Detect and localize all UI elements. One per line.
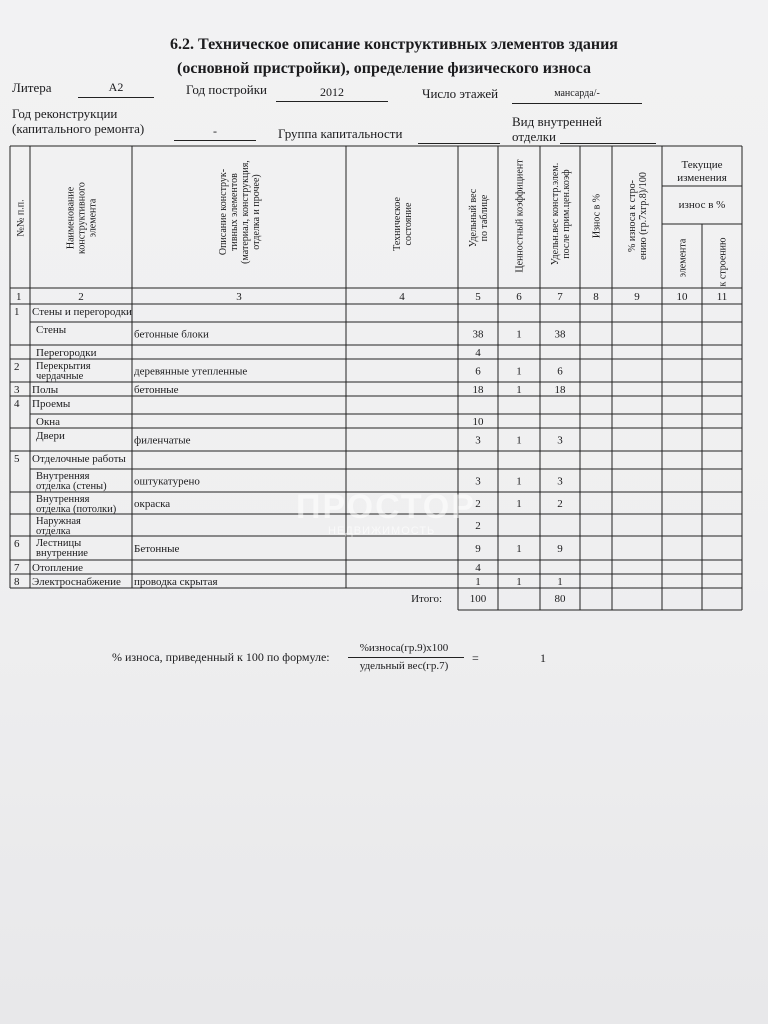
row-number: 1 bbox=[14, 306, 20, 318]
row-weight: 4 bbox=[475, 562, 481, 574]
header-col-1: №№ п.п. bbox=[15, 199, 27, 237]
row-adjusted-weight: 1 bbox=[557, 576, 563, 588]
header-col-6: Ценностный коэффициент bbox=[514, 159, 526, 273]
row-element-name: Наружная bbox=[36, 516, 81, 527]
litera-value: А2 bbox=[108, 80, 124, 94]
finish-type-label-1: Вид внутренней bbox=[512, 114, 602, 129]
header-col-3: Описание конструк- bbox=[218, 168, 229, 256]
column-number-6: 6 bbox=[516, 291, 522, 303]
row-adjusted-weight: 6 bbox=[557, 365, 563, 378]
header-col-2: элемента bbox=[87, 198, 99, 238]
finish-type-label-2: отделки bbox=[512, 129, 556, 144]
row-adjusted-weight: 3 bbox=[557, 475, 563, 488]
row-adjusted-weight: 9 bbox=[557, 543, 563, 555]
row-element-name: Электроснабжение bbox=[32, 576, 121, 588]
document-title-line-2: (основной пристройки), определение физического износа bbox=[177, 60, 591, 77]
row-element-name: Перекрытия bbox=[36, 361, 91, 372]
total-label: Итого: bbox=[411, 593, 442, 605]
year-built-value: 2012 bbox=[320, 85, 344, 99]
header-col-9: % износа к стро- bbox=[627, 180, 638, 252]
row-element-name: Полы bbox=[32, 384, 59, 396]
row-number: 4 bbox=[14, 398, 20, 410]
litera-label: Литера bbox=[12, 80, 52, 95]
header-col-10: элемента bbox=[677, 238, 689, 278]
column-number-10: 10 bbox=[676, 291, 688, 303]
row-element-name: чердачные bbox=[36, 371, 84, 382]
row-value-coef: 1 bbox=[516, 328, 522, 341]
header-current-changes-1: Текущие bbox=[681, 159, 723, 171]
row-element-name: Отопление bbox=[32, 562, 84, 574]
header-current-changes-2: изменения bbox=[677, 172, 727, 184]
row-description: бетонные bbox=[134, 384, 179, 396]
header-col-11: к строению bbox=[717, 237, 729, 287]
column-number-5: 5 bbox=[475, 291, 481, 303]
row-description: Бетонные bbox=[134, 543, 180, 555]
column-number-7: 7 bbox=[557, 291, 563, 303]
header-col-2: Наименование bbox=[65, 186, 77, 250]
header-col-7: после прим.цен.коэф bbox=[561, 169, 572, 259]
reconstruction-label-1: Год реконструкции bbox=[12, 106, 118, 121]
header-wear-percent: износ в % bbox=[678, 199, 726, 211]
row-weight: 18 bbox=[472, 384, 484, 396]
formula-label: % износа, приведенный к 100 по формуле: bbox=[112, 650, 330, 664]
column-number-4: 4 bbox=[399, 291, 405, 303]
row-value-coef: 1 bbox=[516, 543, 522, 555]
row-number: 6 bbox=[14, 538, 20, 550]
header-col-2: конструктивного bbox=[76, 182, 88, 254]
watermark-brand: ПРОСТОР bbox=[296, 488, 476, 526]
document-title-line-1: 6.2. Техническое описание конструктивных элементов здания bbox=[170, 36, 618, 53]
formula-equals: = bbox=[472, 651, 479, 665]
formula-numerator: %износа(гр.9)х100 bbox=[359, 642, 449, 654]
row-weight: 38 bbox=[472, 328, 484, 341]
row-element-name: Стены bbox=[36, 324, 67, 336]
header-col-4: Техническое bbox=[392, 197, 403, 251]
row-element-name: отделка (потолки) bbox=[36, 504, 117, 515]
row-element-name: отделка (стены) bbox=[36, 481, 107, 492]
header-col-5: Удельный вес bbox=[468, 188, 479, 248]
row-number: 5 bbox=[14, 453, 20, 465]
row-value-coef: 1 bbox=[516, 475, 522, 488]
row-adjusted-weight: 2 bbox=[557, 498, 563, 510]
row-element-name: Отделочные работы bbox=[32, 453, 126, 465]
column-number-8: 8 bbox=[593, 291, 599, 303]
row-element-name: отделка bbox=[36, 526, 71, 537]
header-col-3: тивных элементов bbox=[229, 173, 240, 251]
header-col-8: Износ в % bbox=[591, 193, 603, 239]
row-number: 3 bbox=[14, 384, 20, 396]
row-weight: 4 bbox=[475, 347, 481, 359]
row-element-name: внутренние bbox=[36, 548, 88, 559]
row-element-name: Внутренняя bbox=[36, 471, 90, 482]
reconstruction-label-2: (капитального ремонта) bbox=[12, 121, 145, 136]
formula-fraction-bar bbox=[348, 657, 464, 658]
row-element-name: Лестницы bbox=[36, 538, 82, 549]
row-element-name: Стены и перегородки bbox=[32, 306, 132, 318]
total-weight: 100 bbox=[469, 593, 487, 605]
row-element-name: Двери bbox=[36, 430, 65, 442]
header-col-4: состояние bbox=[403, 202, 414, 246]
row-number: 2 bbox=[14, 361, 20, 373]
capital-group-label: Группа капитальности bbox=[278, 126, 403, 141]
column-number-11: 11 bbox=[716, 291, 728, 303]
row-description: оштукатурено bbox=[134, 475, 200, 488]
row-element-name: Перегородки bbox=[36, 347, 97, 359]
header-col-3: отделка и прочее) bbox=[251, 174, 262, 250]
header-col-3: (материал, конструкция, bbox=[240, 160, 251, 264]
row-value-coef: 1 bbox=[516, 576, 522, 588]
floors-value: мансарда/- bbox=[554, 88, 600, 99]
row-weight: 6 bbox=[475, 365, 481, 378]
header-col-5: по таблице bbox=[479, 194, 490, 242]
row-adjusted-weight: 18 bbox=[554, 384, 566, 396]
row-value-coef: 1 bbox=[516, 384, 522, 396]
row-weight: 1 bbox=[475, 576, 481, 588]
row-element-name: Окна bbox=[36, 416, 61, 428]
year-built-label: Год постройки bbox=[186, 82, 267, 97]
formula-result: 1 bbox=[540, 651, 546, 665]
row-weight: 10 bbox=[472, 416, 484, 428]
row-number: 8 bbox=[14, 576, 20, 588]
row-value-coef: 1 bbox=[516, 434, 522, 447]
header-col-9: ению (гр.7хгр.8)/100 bbox=[638, 172, 649, 260]
column-number-3: 3 bbox=[236, 291, 242, 303]
row-description: филенчатые bbox=[134, 434, 191, 447]
row-weight: 2 bbox=[475, 498, 481, 510]
row-value-coef: 1 bbox=[516, 365, 522, 378]
row-adjusted-weight: 3 bbox=[557, 434, 563, 447]
watermark-sub: НЕДВИЖИМОСТЬ bbox=[328, 525, 436, 537]
row-value-coef: 1 bbox=[516, 498, 522, 510]
row-element-name: Проемы bbox=[32, 398, 71, 410]
row-weight: 3 bbox=[475, 475, 481, 488]
row-adjusted-weight: 38 bbox=[554, 328, 566, 341]
row-number: 7 bbox=[14, 562, 20, 574]
column-number-2: 2 bbox=[78, 291, 84, 303]
row-weight: 2 bbox=[475, 520, 481, 532]
row-description: бетонные блоки bbox=[134, 328, 209, 341]
row-description: окраска bbox=[134, 498, 171, 510]
row-description: проводка скрытая bbox=[134, 576, 218, 588]
total-adjusted-weight: 80 bbox=[554, 593, 566, 605]
row-weight: 3 bbox=[475, 434, 481, 447]
formula-denominator: удельный вес(гр.7) bbox=[359, 660, 449, 672]
row-element-name: Внутренняя bbox=[36, 494, 90, 505]
header-col-7: Удельн.вес констр.элем. bbox=[550, 162, 561, 266]
floors-label: Число этажей bbox=[422, 86, 499, 101]
row-weight: 9 bbox=[475, 543, 481, 555]
reconstruction-value: - bbox=[213, 124, 217, 138]
column-number-1: 1 bbox=[16, 291, 22, 303]
column-number-9: 9 bbox=[634, 291, 640, 303]
row-description: деревянные утепленные bbox=[134, 365, 248, 378]
